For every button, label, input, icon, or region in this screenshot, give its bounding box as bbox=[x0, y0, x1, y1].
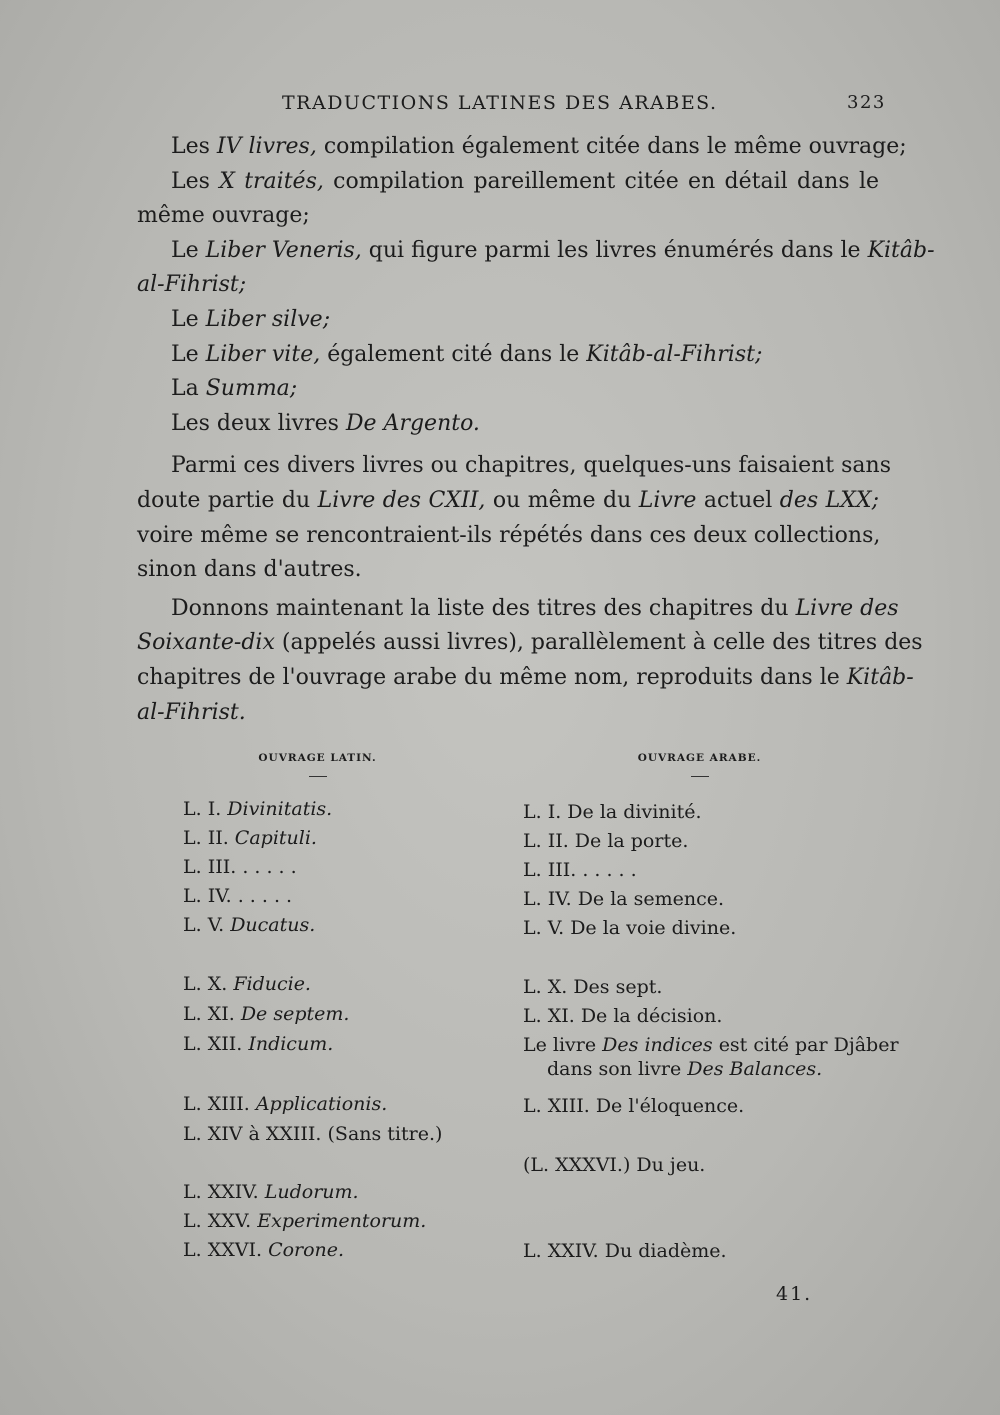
list-item: L. IV. De la semence. bbox=[523, 888, 725, 910]
list-item: L. III. . . . . . bbox=[183, 856, 297, 878]
latin-column-heading: OUVRAGE LATIN. bbox=[250, 752, 385, 777]
paragraph-line: sinon dans d'autres. bbox=[137, 557, 362, 583]
item-line: Le Liber silve; bbox=[171, 306, 331, 332]
list-item: (L. XXXVI.) Du jeu. bbox=[523, 1154, 706, 1176]
list-item: L. I. Divinitatis. bbox=[183, 798, 333, 820]
list-item: L. X. Des sept. bbox=[523, 976, 663, 998]
list-item: L. V. De la voie divine. bbox=[523, 917, 737, 939]
signature-mark: 41. bbox=[776, 1283, 813, 1305]
list-item: L. XII. Indicum. bbox=[183, 1033, 334, 1055]
arabic-column-heading: OUVRAGE ARABE. bbox=[632, 752, 767, 777]
list-item: L. IV. . . . . . bbox=[183, 885, 293, 907]
list-item: L. II. De la porte. bbox=[523, 830, 689, 852]
list-item: L. XIV à XXIII. (Sans titre.) bbox=[183, 1123, 443, 1145]
list-item: L. XXV. Experimentorum. bbox=[183, 1210, 427, 1232]
list-item: L. XXVI. Corone. bbox=[183, 1239, 345, 1261]
list-item: L. II. Capituli. bbox=[183, 827, 317, 849]
running-header bbox=[0, 92, 1000, 122]
list-item: L. I. De la divinité. bbox=[523, 801, 702, 823]
paragraph-line: Parmi ces divers livres ou chapitres, quelques-uns faisaient sans bbox=[171, 453, 891, 479]
page-number: 323 bbox=[847, 92, 886, 113]
item-line: Les X traités, compilation pareillement citée en détail dans le bbox=[171, 168, 880, 194]
list-item: L. XI. De la décision. bbox=[523, 1005, 723, 1027]
running-title: TRADUCTIONS LATINES DES ARABES. bbox=[282, 92, 718, 114]
list-item: L. XI. De septem. bbox=[183, 1003, 350, 1025]
item-line: Le Liber vite, également cité dans le Kitâb-al-Fihrist; bbox=[171, 341, 763, 367]
list-item: L. III. . . . . . bbox=[523, 859, 637, 881]
paragraph-line: doute partie du Livre des CXII, ou même du Livre actuel des LXX; bbox=[137, 487, 880, 513]
item-line: même ouvrage; bbox=[137, 203, 310, 229]
item-line: Les IV livres, compilation également citée dans le même ouvrage; bbox=[171, 134, 907, 159]
item-line: Le Liber Veneris, qui figure parmi les livres énumérés dans le Kitâb- bbox=[171, 237, 935, 263]
list-item: L. XXIV. Du diadème. bbox=[523, 1240, 727, 1262]
paragraph-line: Donnons maintenant la liste des titres des chapitres du Livre des bbox=[171, 595, 899, 621]
paragraph-line: chapitres de l'ouvrage arabe du même nom, reproduits dans le Kitâb- bbox=[137, 664, 914, 690]
item-line: La Summa; bbox=[171, 376, 298, 402]
list-item: Le livre Des indices est cité par Djâber bbox=[523, 1034, 899, 1056]
list-item: dans son livre Des Balances. bbox=[547, 1058, 823, 1080]
list-item: L. XIII. Applicationis. bbox=[183, 1093, 388, 1115]
list-item: L. XIII. De l'éloquence. bbox=[523, 1095, 745, 1117]
body-text bbox=[137, 130, 935, 730]
paragraph-line: al-Fihrist. bbox=[137, 699, 246, 725]
list-item: L. V. Ducatus. bbox=[183, 914, 316, 936]
item-line: al-Fihrist; bbox=[137, 272, 247, 298]
list-item: L. X. Fiducie. bbox=[183, 973, 311, 995]
paragraph-line: voire même se rencontraient-ils répétés dans ces deux collections, bbox=[137, 522, 881, 548]
item-line: Les deux livres De Argento. bbox=[171, 410, 480, 436]
list-item: L. XXIV. Ludorum. bbox=[183, 1181, 359, 1203]
paragraph-line: Soixante-dix (appelés aussi livres), parallèlement à celle des titres des bbox=[137, 630, 923, 656]
